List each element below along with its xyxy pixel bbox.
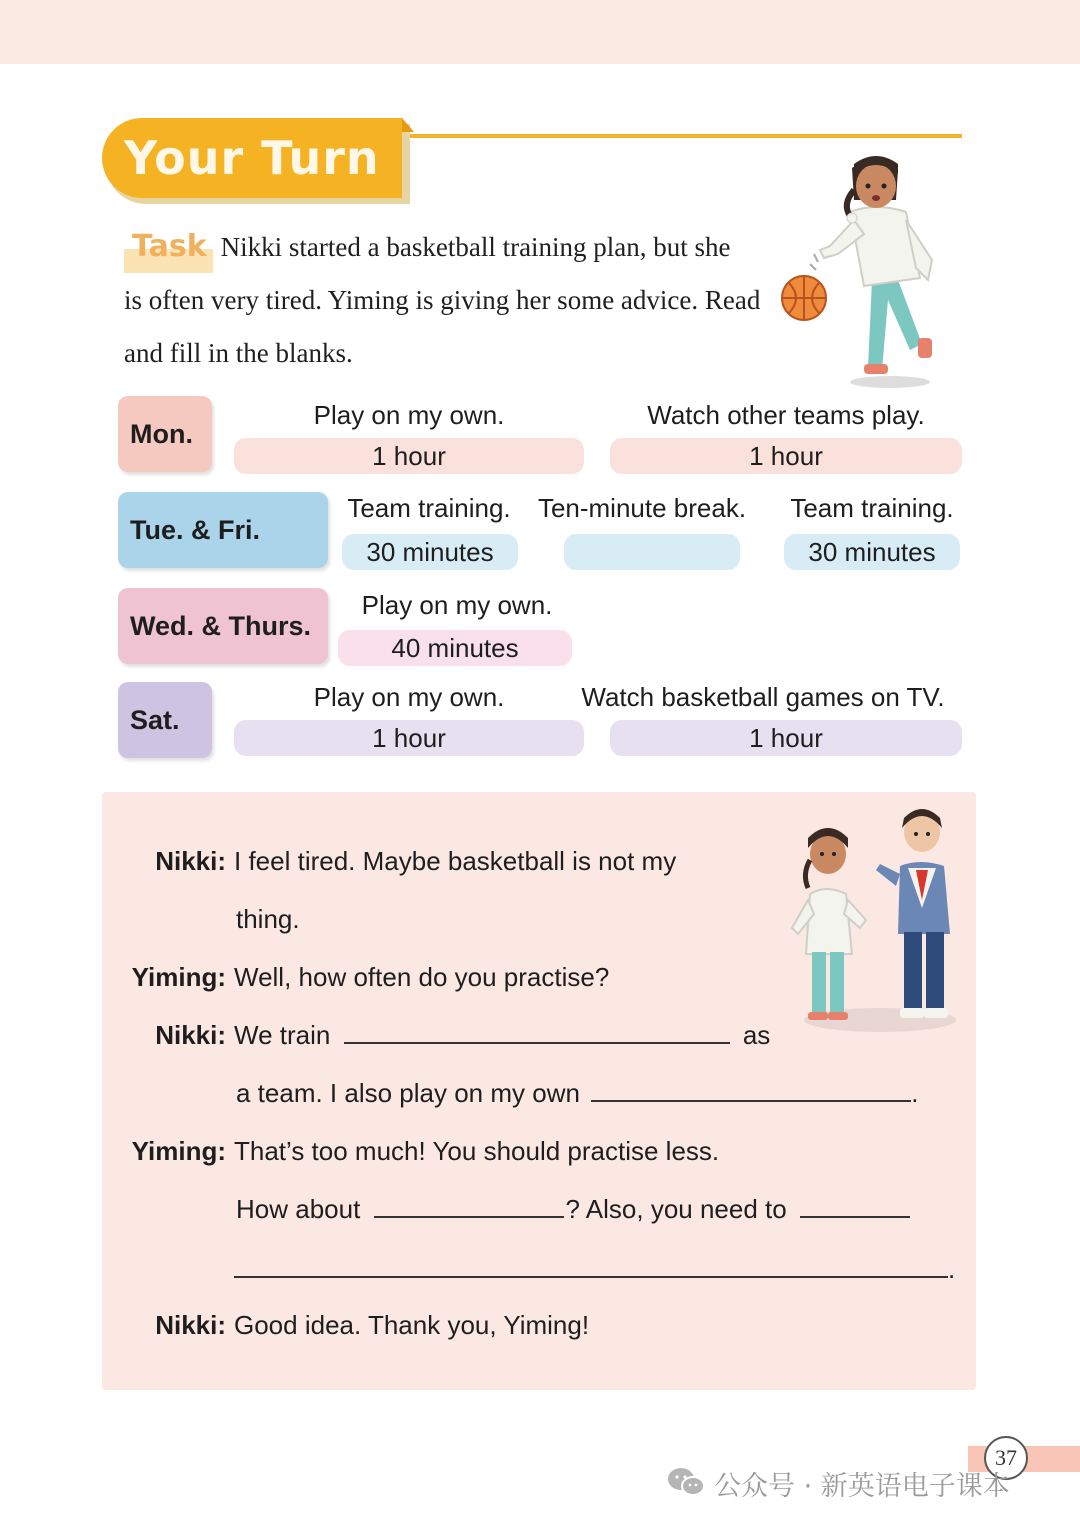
- blank-2[interactable]: [591, 1078, 911, 1102]
- sat-duration-1: 1 hour: [234, 720, 584, 756]
- blank-3[interactable]: [374, 1194, 564, 1218]
- mon-duration-1: 1 hour: [234, 438, 584, 474]
- speaker-nikki-3: Nikki:: [155, 1310, 226, 1340]
- dialogue-line-4-last: [234, 1254, 955, 1285]
- speaker-nikki-2: Nikki:: [155, 1020, 226, 1050]
- tue-activity-2: Ten-minute break.: [537, 493, 747, 523]
- line-3-cont-text: a team. I also play on my own: [236, 1078, 580, 1108]
- sat-activity-1: Play on my own.: [313, 682, 505, 712]
- day-label-tue-fri: Tue. & Fri.: [118, 492, 328, 568]
- top-band: [0, 0, 1080, 64]
- mon-activity-2: Watch other teams play.: [647, 400, 925, 430]
- dialogue-line-4-cont: [236, 1194, 910, 1225]
- tue-duration-3: 30 minutes: [784, 534, 960, 570]
- watermark-text: 公众号 · 新英语电子课本: [714, 1471, 1010, 1502]
- task-instructions: [124, 220, 774, 380]
- line-3-period: .: [911, 1078, 919, 1108]
- page-title: Your Turn: [124, 131, 380, 185]
- blank-1[interactable]: [344, 1020, 730, 1044]
- dialogue-line-1-cont: thing.: [236, 904, 300, 934]
- blank-5[interactable]: [234, 1254, 948, 1278]
- watermark: [714, 1464, 1010, 1503]
- line-4-period: .: [948, 1254, 956, 1284]
- tue-duration-2-blank: [564, 534, 740, 570]
- children-talking-illustration: [784, 804, 964, 1036]
- dialogue-line-5: Good idea. Thank you, Yiming!: [234, 1310, 590, 1340]
- header-tab: [102, 118, 402, 198]
- day-label-wed-thurs: Wed. & Thurs.: [118, 588, 328, 664]
- task-line-1: Nikki started a basketball training plan, but she: [220, 232, 731, 262]
- line-3-text-a: We train: [234, 1020, 331, 1050]
- header-rule: [410, 134, 962, 138]
- task-label: Task: [124, 220, 213, 273]
- day-label-sat: Sat.: [118, 682, 212, 758]
- mon-duration-2: 1 hour: [610, 438, 962, 474]
- dialogue-line-1: I feel tired. Maybe basketball is not my: [234, 846, 677, 876]
- girl-basketball-illustration: [780, 150, 950, 390]
- line-4-cont-text-a: How about: [236, 1194, 361, 1224]
- dialogue-line-4: That’s too much! You should practise less.: [234, 1136, 720, 1166]
- blank-4[interactable]: [800, 1194, 910, 1218]
- speaker-nikki-1: Nikki:: [155, 846, 226, 876]
- speaker-yiming-2: Yiming:: [131, 1136, 226, 1166]
- sat-duration-2: 1 hour: [610, 720, 962, 756]
- task-line-2: is often very tired. Yiming is giving her some advice. Read: [124, 285, 761, 315]
- day-label-mon: Mon.: [118, 396, 212, 472]
- tue-activity-3: Team training.: [790, 493, 954, 523]
- page-number: 37: [984, 1436, 1028, 1480]
- line-3-text-b: as: [742, 1020, 771, 1050]
- dialogue-line-2: Well, how often do you practise?: [234, 962, 610, 992]
- dialogue-line-3: [234, 1020, 770, 1051]
- wed-duration-1: 40 minutes: [338, 630, 572, 666]
- tue-activity-1: Team training.: [347, 493, 511, 523]
- line-4-cont-text-b: ? Also, you need to: [565, 1194, 787, 1224]
- wed-activity-1: Play on my own.: [361, 590, 553, 620]
- wechat-icon: [666, 1466, 706, 1498]
- speaker-yiming-1: Yiming:: [131, 962, 226, 992]
- sat-activity-2: Watch basketball games on TV.: [581, 682, 945, 712]
- mon-activity-1: Play on my own.: [313, 400, 505, 430]
- task-line-3: and fill in the blanks.: [124, 338, 353, 368]
- dialogue-line-3-cont: [236, 1078, 918, 1109]
- tue-duration-1: 30 minutes: [342, 534, 518, 570]
